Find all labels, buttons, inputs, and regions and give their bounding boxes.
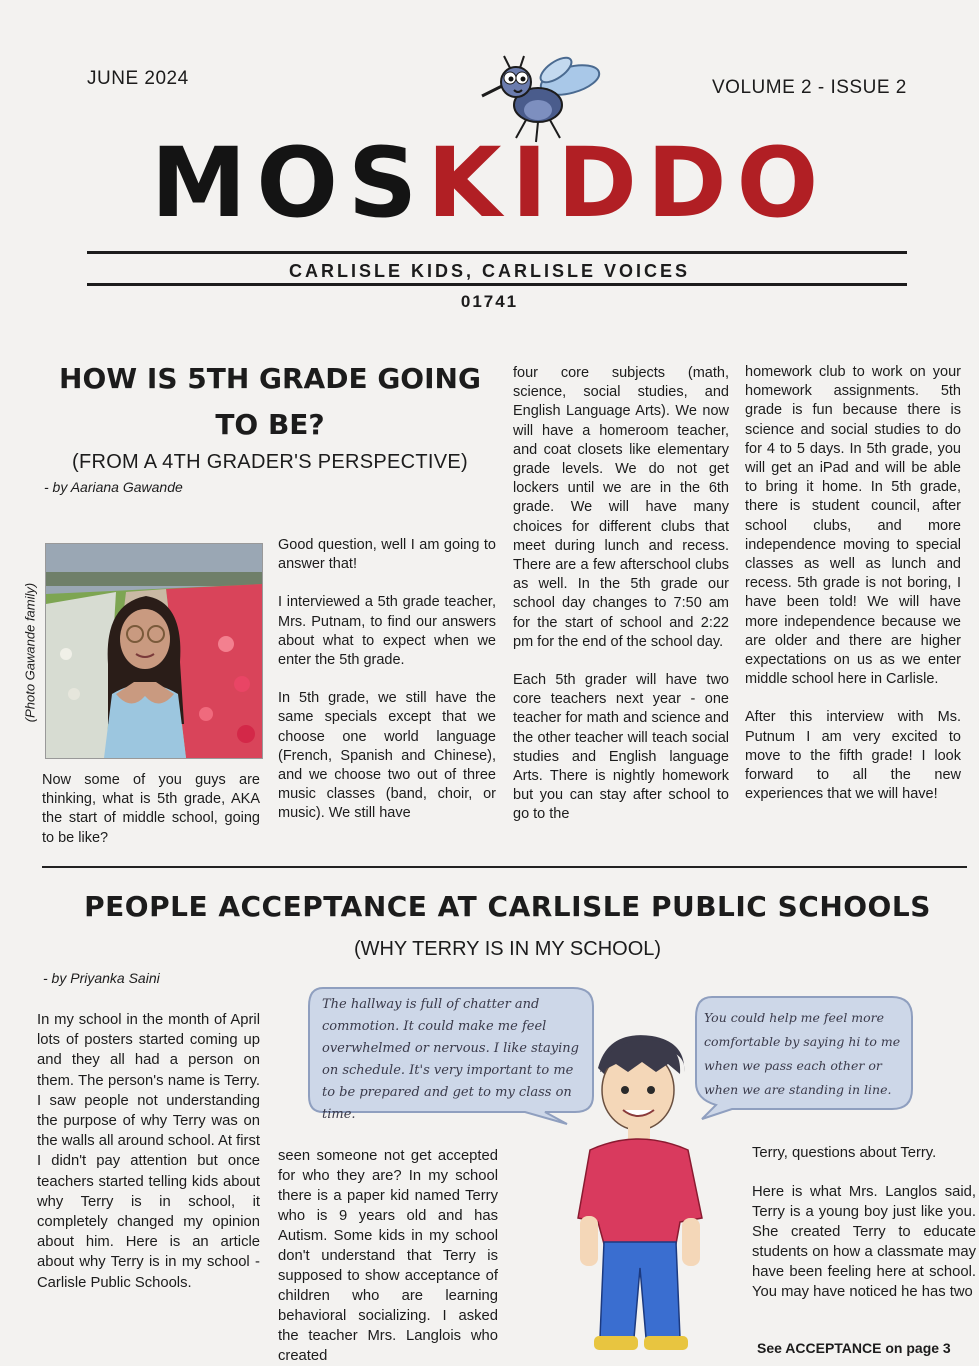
photo-credit-text: (Photo Gawande family) <box>22 582 38 723</box>
article2-column-2: seen someone not get accepted for who they are? In my school there is a paper kid named Terry who is 9 years old and has Autism. Some kids in my school don't understand that Terry is supposed to show acceptance of children who are learning behavioral socializing. I asked the teacher Mrs. Langlois who created <box>278 1148 498 1364</box>
article1-paragraph: Each 5th grader will have two core teachers next year - one teacher for math and science and the other teacher will teach social studies and English language Arts. There is nightly homework but you can stay after school to go to the <box>513 672 729 823</box>
article1-column-1 <box>42 771 260 867</box>
article1-paragraph: In 5th grade, we still have the same specials except that we choose one world language (French, Spanish and Chinese), and we choose two out of three music classes (band, choir, or music). We still have <box>278 690 496 822</box>
article2-paragraph: Here is what Mrs. Langlos said, Terry is a young boy just like you. She created Terry to educate students on how a classmate may have been feeling here at school. You may have noticed he has two <box>752 1184 976 1300</box>
zip-code: 01741 <box>460 292 519 311</box>
tagline: CARLISLE KIDS, CARLISLE VOICES <box>288 261 691 281</box>
article2-subheadline: (WHY TERRY IS IN MY SCHOOL) <box>353 938 662 960</box>
article1-byline: - by Aariana Gawande <box>44 479 183 495</box>
article1-paragraph: four core subjects (math, science, social studies, and English Language Arts). We now will have a homeroom teacher, and coat closets like elementary grade levels. We do not get lockers until we are in the 6th grade. We will have many choices for different clubs that meet during lunch and recess. There are a few afterschool clubs as well. In the 5th grade our school day changes to 7:50 am for the start of school and 2:22 pm for the end of the school day. <box>513 365 729 650</box>
terry-drawing <box>568 1028 728 1354</box>
article2-column-1: In my school in the month of April lots of posters started coming up and they all had a person on them. The person's name is Terry. I saw people not understanding the purpose of why Terry was on the walls all around school. At first I didn't pay attention but once teachers started telling kids about why Terry is in school, it completely changed my opinion about him. Here is an article about why Terry is in my school - Carlisle Public Schools. <box>37 1012 260 1291</box>
photo-credit <box>20 560 40 755</box>
article1-column-3 <box>513 364 729 844</box>
masthead-rule-top <box>87 251 907 254</box>
masthead-part-kiddo: KIDDO <box>427 127 829 239</box>
masthead-rule-bottom <box>87 283 907 286</box>
article1-headline: HOW IS 5TH GRADE GOING TO BE? <box>59 362 481 441</box>
student-photo <box>45 543 263 759</box>
speech-bubble-left: The hallway is full of chatter and commotion. It could make me feel overwhelmed or nervous. I like staying on schedule. It's very important to me to be prepared and get to my class on time. <box>322 997 579 1122</box>
article2-byline: - by Priyanka Saini <box>43 970 160 986</box>
article1-column-4 <box>745 363 961 823</box>
masthead-part-mos: MOS <box>150 127 428 239</box>
masthead-title <box>0 128 979 238</box>
article1-paragraph: I interviewed a 5th grade teacher, Mrs. Putnam, to find our answers about what to expect when we enter the 5th grade. <box>278 594 496 669</box>
article-divider <box>42 866 967 868</box>
article2-paragraph: Terry, questions about Terry. <box>752 1145 937 1161</box>
article1-paragraph: Now some of you guys are thinking, what is 5th grade, AKA the start of middle school, going to be like? <box>42 772 260 846</box>
article1-paragraph: After this interview with Ms. Putnum I am very excited to move to the fifth grade! I look forward to all the new experiences that we will have! <box>745 709 961 803</box>
continued-link[interactable]: See ACCEPTANCE on page 3 <box>757 1340 951 1356</box>
article1-subheadline: (FROM A 4TH GRADER'S PERSPECTIVE) <box>71 451 468 473</box>
article2-column-3 <box>752 1143 976 1321</box>
speech-bubble-right: You could help me feel more comfortable by saying hi to me when we pass each other or when we are standing in line. <box>704 1010 901 1097</box>
article1-paragraph: homework club to work on your homework assignments. 5th grade is fun because there is science and social studies to do for 4 to 5 days. In 5th grade, you will get an iPad and will be able to bring it home. In 5th grade, there is student council, after school clubs, and more independence moving to special classes as well as lunch and recess. 5th grade is not boring, I have been told! We will have more independence because we are older and there are higher expectations on us as we enter middle school here in Carlisle. <box>745 364 961 688</box>
article2-headline: PEOPLE ACCEPTANCE AT CARLISLE PUBLIC SCHOOLS <box>84 890 931 923</box>
issue-volume: VOLUME 2 - ISSUE 2 <box>712 77 907 98</box>
article1-paragraph: Good question, well I am going to answer that! <box>278 537 496 573</box>
issue-date: JUNE 2024 <box>87 68 189 89</box>
article1-column-2 <box>278 536 496 843</box>
